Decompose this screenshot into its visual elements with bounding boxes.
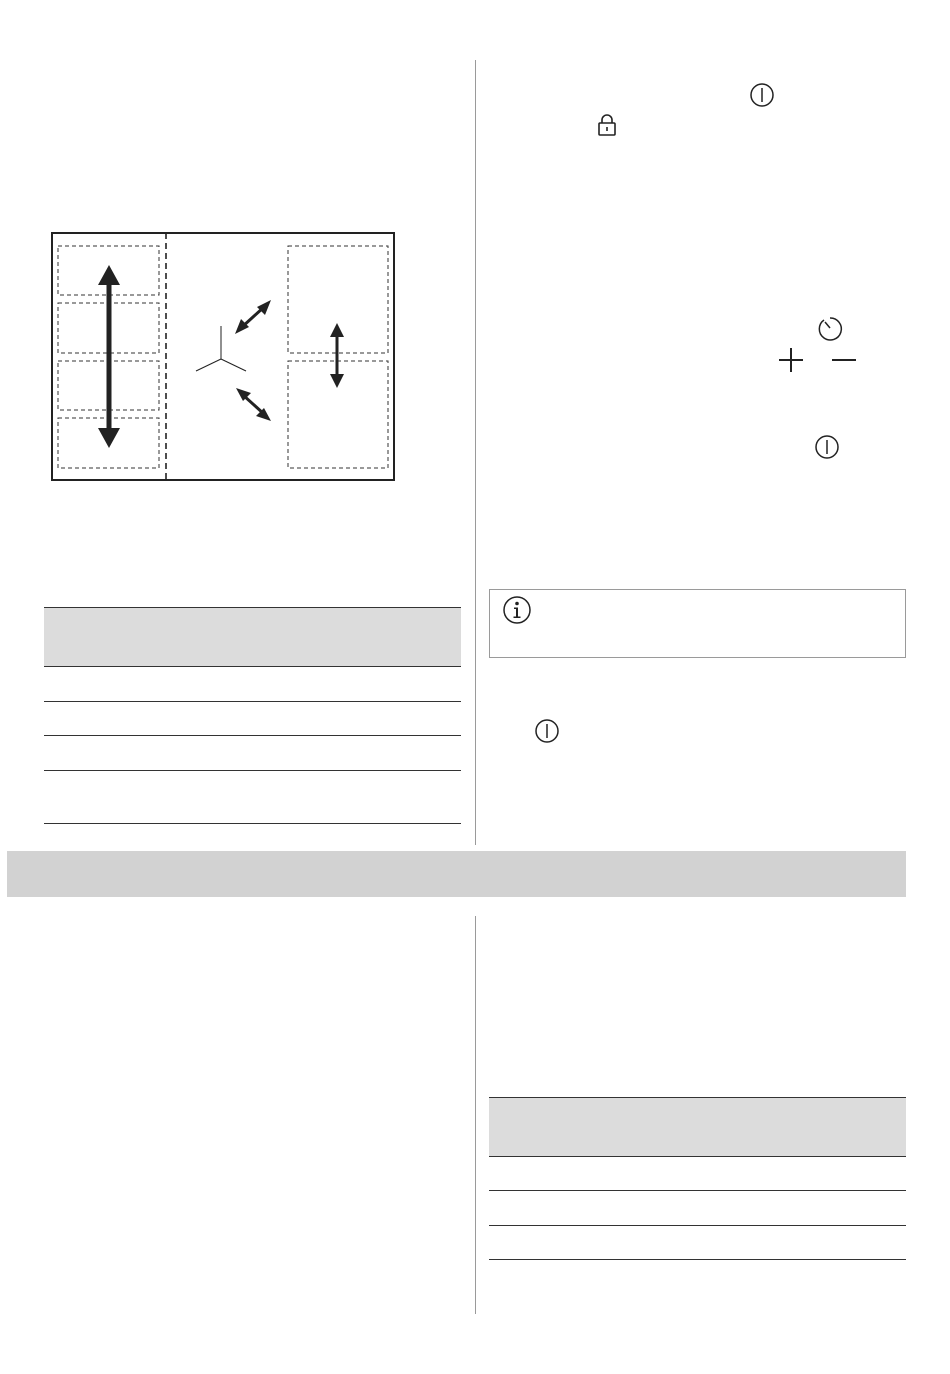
- column-divider-bottom: [475, 916, 476, 1314]
- bridge-arrow-small-head-top: [330, 323, 344, 337]
- center-symbol-right: [221, 359, 246, 371]
- info-note-box: [489, 589, 906, 658]
- cooking-zone-diagram: [50, 231, 396, 483]
- power-icon: [814, 434, 840, 460]
- bridge-arrow-large-head-bottom: [98, 428, 120, 448]
- minus-icon: [829, 346, 859, 374]
- table-right-bottom: [489, 1259, 906, 1260]
- plus-icon: [777, 346, 805, 374]
- table-left-row-divider: [44, 770, 461, 771]
- table-right-row-divider: [489, 1225, 906, 1226]
- table-left-bottom: [44, 823, 461, 824]
- table-left-row-divider: [44, 701, 461, 702]
- bridge-arrow-small-head-bottom: [330, 374, 344, 388]
- center-symbol-left: [196, 359, 221, 371]
- power-icon: [534, 718, 560, 744]
- column-divider-top: [475, 60, 476, 845]
- table-left-row-divider: [44, 735, 461, 736]
- section-heading-band: [7, 851, 906, 897]
- hob-outline: [52, 233, 394, 480]
- info-icon: [502, 595, 532, 625]
- timer-icon: [816, 315, 844, 343]
- power-icon: [749, 82, 775, 108]
- table-right-row-divider: [489, 1190, 906, 1191]
- table-left-header: [44, 607, 461, 667]
- bridge-arrow-large-head-top: [98, 265, 120, 285]
- table-right-header: [489, 1097, 906, 1157]
- lock-icon: [596, 113, 618, 137]
